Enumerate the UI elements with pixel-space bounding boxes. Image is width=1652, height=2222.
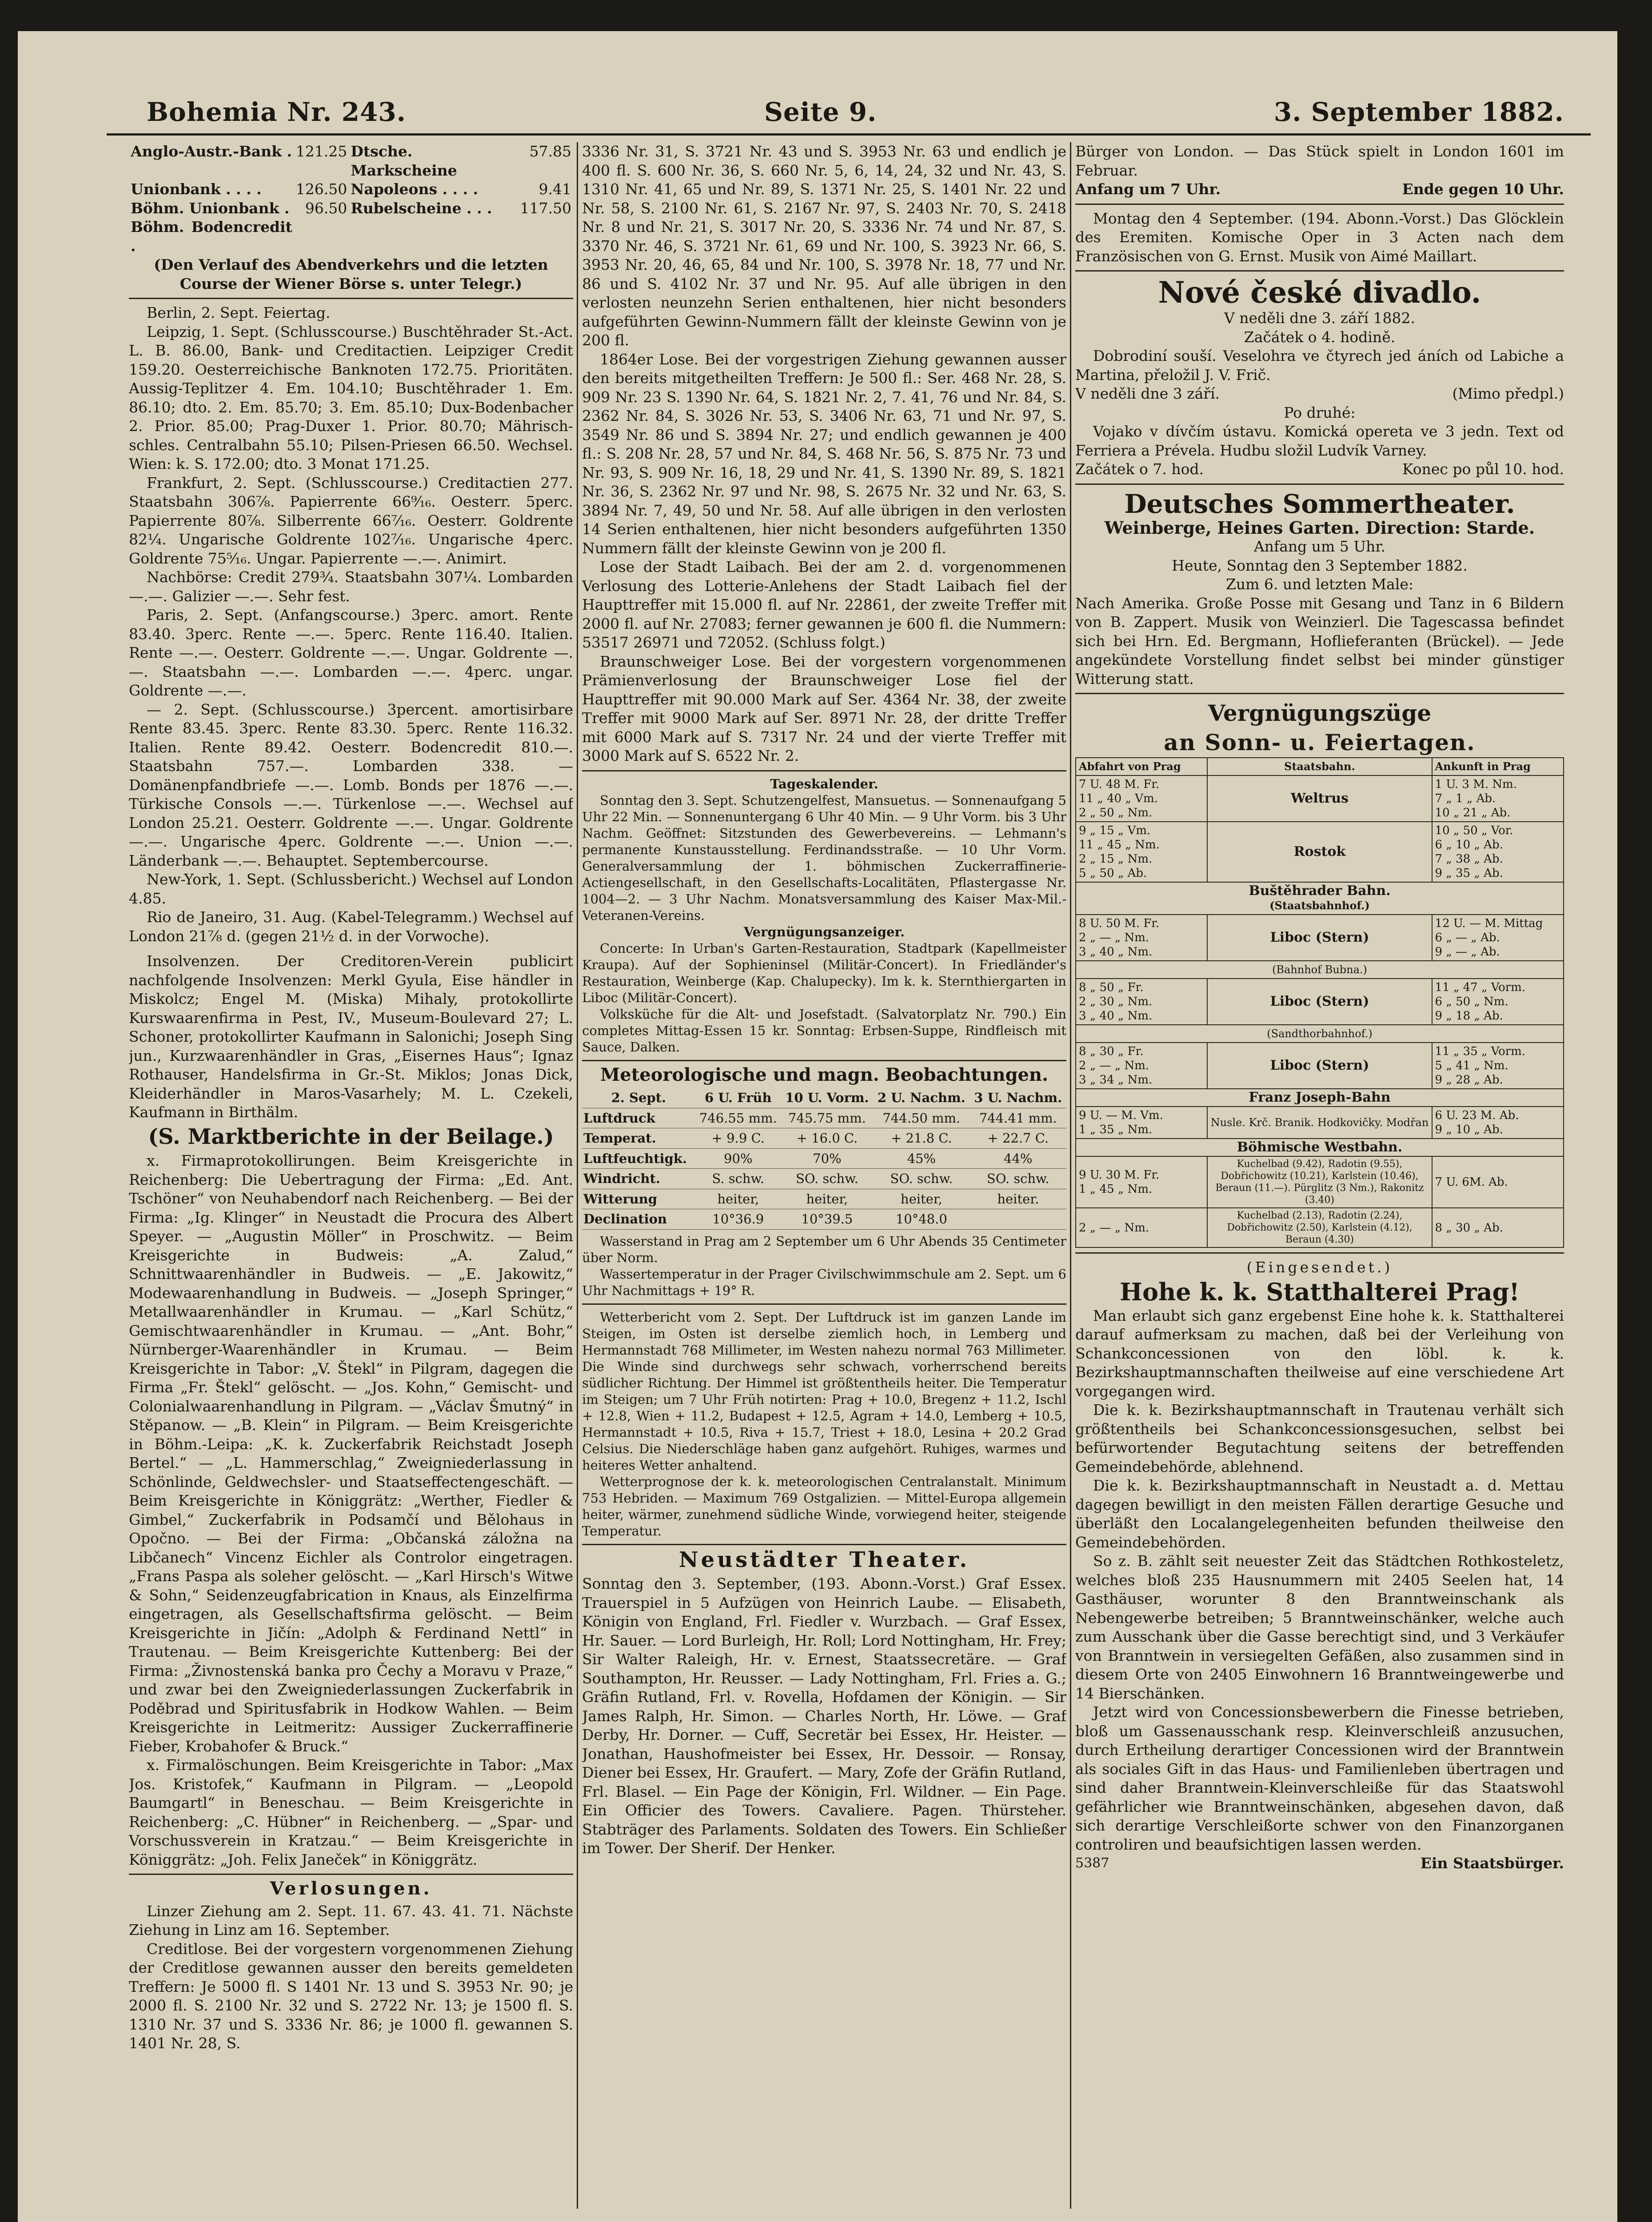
column-header: 6 U. Früh (695, 1088, 781, 1108)
table-cell: Luftdruck (582, 1108, 695, 1128)
table-cell: heiter, (781, 1189, 873, 1209)
page-header (107, 84, 1591, 136)
letter-footer (1075, 1854, 1564, 1873)
start-time: Anfang um 7 Uhr. (1075, 180, 1221, 198)
table-cell: SO. schw. (781, 1169, 873, 1189)
table-cell: Böhm. Bodencredit . (131, 218, 292, 255)
meteorology-heading: Meteorologische und magn. Beobachtungen. (600, 1064, 1048, 1085)
column-header: 2 U. Nachm. (873, 1088, 970, 1108)
departure-times: 8 U. 50 M. Fr. 2 „ — „ Nm. 3 „ 40 „ Nm. (1076, 915, 1207, 961)
table-cell: Napoleons . . . . (351, 180, 478, 198)
arrival-times: 7 U. 6M. Ab. (1432, 1156, 1564, 1208)
table-row (129, 199, 573, 218)
table-row (582, 1169, 1066, 1189)
table-section-row (1076, 1089, 1564, 1107)
table-cell (349, 218, 518, 256)
column-header: 3 U. Nachm. (970, 1088, 1066, 1108)
table-cell: Unionbank . . . . (131, 180, 262, 198)
table-section-row (1076, 961, 1564, 979)
table-row (582, 1128, 1066, 1149)
table-section-row (1076, 882, 1564, 915)
newspaper-issue: Bohemia Nr. 243. (147, 97, 406, 127)
table-row (582, 1189, 1066, 1209)
tageskalender-heading: Tageskalender. (770, 776, 878, 791)
table-cell: 745.75 mm. (781, 1108, 873, 1128)
departure-times: 2 „ — „ Nm. (1076, 1208, 1207, 1247)
letter-paragraph: Jetzt wird von Concessionsbewerbern die Finesse betrieben, bloß um Gassenausschank resp. Kleinverschleiß anzusuchen, durch Ertheilung derartiger Concessionen wird der Branntwein als sociales Gift in das Haus- und Familienleben übertragen und sind daher Branntwein-Kleinverschleiße für das Staatswohl gefährlicher wie Branntweinschänken, abgesehen davon, daß sich derartige Verschleißorte schwer von den Finanzorganen controliren und beaufsichtigen lassen werden. (1075, 1703, 1564, 1853)
railway-title: Buštěhrader Bahn. (1249, 883, 1391, 899)
arrival-times: 6 U. 23 M. Ab. 9 „ 10 „ Ab. (1432, 1107, 1564, 1139)
braunschweig-article: Braunschweiger Lose. Bei der vorgestern vorgenommenen Prämienverlosung der Braunschweiger Lose fiel der Haupttreffer mit 90.000 Mark auf Ser. 4364 Nr. 38, der zweite Treffer mit 9000 Mark auf Ser. 8971 Nr. 28, der dritte Treffer mit 6000 Mark auf S. 7317 Nr. 24 und der vierte Treffer mit 3000 Mark auf S. 6522 Nr. 2. (582, 652, 1066, 764)
table-cell (519, 218, 573, 256)
table-cell: 126.50 (295, 180, 347, 198)
nove-divadlo-heading: Nové české divadlo. (1158, 275, 1481, 310)
table-cell: Dtsche. Markscheine (351, 143, 457, 179)
table-cell: 57.85 (529, 143, 571, 160)
rio-report: Rio de Janeiro, 31. Aug. (Kabel-Telegramm.) Wechsel auf London 21⅞ d. (gegen 21½ d. in der Vorwoche). (129, 908, 573, 945)
newyork-report: New-York, 1. Sept. (Schlussbericht.) Wechsel auf London 4.85. (129, 871, 573, 907)
railway-name: Böhmische Westbahn. (1076, 1139, 1564, 1156)
column-header: Abfahrt von Prag (1076, 758, 1207, 775)
wetterbericht-text: Wetterbericht vom 2. Sept. Der Luftdruck ist im ganzen Lande im Steigen, im Osten ist derselbe ziemlich hoch, in Lemberg und Hermannstadt 768 Millimeter, im Westen nahezu normal 763 Millimeter. Die Winde sind durchwegs sehr schwach, vorherrschend bereits südlicher Richtung. Der Himmel ist größtentheils heiter. Die Temperatur im Steigen; um 7 Uhr Früh notirten: Prag + 10.0, Bregenz + 11.2, Ischl + 12.8, Wien + 11.2, Budapest + 12.5, Agram + 14.0, Lemberg + 10.5, Hermannstadt + 10.5, Riva + 15.7, Triest + 18.0, Lesina + 20.2 Grad Celsius. Die Niederschläge haben ganz aufgehört. Ruhiges, warmes und heiteres Wetter anhaltend. (582, 1309, 1066, 1473)
arrival-times: 12 U. — M. Mittag 6 „ — „ Ab. 9 „ — „ Ab. (1432, 915, 1564, 961)
column-header: 10 U. Vorm. (781, 1088, 873, 1108)
column-header: Staatsbahn. (1207, 758, 1432, 775)
table-row (1076, 822, 1564, 882)
sommertheater-start: Anfang um 5 Uhr. (1253, 538, 1386, 555)
nove-note: (Mimo předpl.) (1452, 385, 1564, 402)
table-row (1076, 1156, 1564, 1208)
divider (1075, 484, 1564, 485)
arrival-times: 1 U. 3 M. Nm. 7 „ 1 „ Ab. 10 „ 21 „ Ab. (1432, 775, 1564, 822)
departure-times: 9 U. — M. Vm. 1 „ 35 „ Nm. (1076, 1107, 1207, 1139)
letter-paragraph: Man erlaubt sich ganz ergebenst Eine hohe k. k. Statthalterei darauf aufmerksam zu machen, daß bei der Verleihung von Schankconcessionen von den löbl. k. k. Bezirkshauptmannschaften theilweise auf eine verschiedene Art vorgegangen wird. (1075, 1307, 1564, 1400)
railway-name: Franz Joseph-Bahn (1076, 1089, 1564, 1107)
divider (582, 1303, 1066, 1305)
nove-start-time: Začátek o 7. hod. (1075, 460, 1204, 478)
paris-report: Paris, 2. Sept. (Anfangscourse.) 3perc. amort. Rente 83.40. 3perc. Rente —.—. 5perc. Rente 116.40. Italien. Rente —.—. Oesterr. Goldrente —.—. Ungar. Goldrente —.—. Staatsbahn —.—. Lombarden —.—. 4perc. ungar. Goldrente —.—. (129, 606, 573, 699)
letter-paragraph: So z. B. zählt seit neuester Zeit das Städtchen Rothkosteletz, welches bloß 235 Hausnummern mit 2405 Seelen hat, 14 Gasthäuser, worunter 8 den Branntweinschank als Nebengewerbe betreiben; 5 Branntweinschänker, welche auch zum Ausschank über die Gasse berechtigt sind, und 3 Verkäufer von Branntwein in versiegelten Gefäßen, also zusammen sind in diesem Orte von 2405 Einwohnern 16 Branntweingewerbe und 14 Bierschänken. (1075, 1552, 1564, 1702)
table-row (1076, 1043, 1564, 1089)
nove-play-1: Dobrodiní souší. Veselohra ve čtyrech jed áních od Labiche a Martina, přeložil J. V. Frič. (1075, 347, 1564, 384)
table-row (582, 1148, 1066, 1169)
sommertheater-text: Nach Amerika. Große Posse mit Gesang und Tanz in 6 Bildern von B. Zappert. Musik von Weinzierl. Die Tagescassa befindet sich bei Hrn. Ed. Bergmann, Hoflieferanten (Brückel). — Jede angekündete Vorstellung findet selbst bei minder günstiger Witterung statt. (1075, 594, 1564, 687)
table-cell: Windricht. (582, 1169, 695, 1189)
table-cell: 45% (873, 1148, 970, 1169)
destination: Kuchelbad (2.13), Radotin (2.24), Dobřichowitz (2.50), Karlstein (4.12), Beraun (4.30) (1207, 1208, 1432, 1247)
departure-times: 8 „ 50 „ Fr. 2 „ 30 „ Nm. 3 „ 40 „ Nm. (1076, 979, 1207, 1025)
table-section-row (1076, 1139, 1564, 1156)
table-cell: heiter, (873, 1189, 970, 1209)
table-cell: 117.50 (520, 199, 571, 217)
table-cell: Temperat. (582, 1128, 695, 1149)
exchange-table (129, 142, 573, 256)
table-cell: 90% (695, 1148, 781, 1169)
statthalterei-heading: Hohe k. k. Statthalterei Prag! (1120, 1277, 1520, 1306)
train-table (1075, 757, 1564, 1248)
loeschungen-article: x. Firmalöschungen. Beim Kreisgerichte in Tabor: „Max Jos. Kristofek,“ Kaufmann in Pilgram. — „Leopold Baumgartl“ in Beneschau. — Beim Kreisgerichte in Reichenberg: „C. Hübner“ in Reichenberg. — „Spar- und Vorschussverein in Kratzau.“ — Beim Kreisgerichte in Königgrätz: „Joh. Felix Janeček“ in Königgrätz. (129, 1756, 573, 1868)
page-number: Seite 9. (764, 97, 877, 127)
destination: Liboc (Stern) (1207, 979, 1432, 1025)
table-cell: S. schw. (695, 1169, 781, 1189)
table-cell: heiter, (695, 1189, 781, 1209)
volkskueche-text: Volksküche für die Alt- und Josefstadt. (Salvatorplatz Nr. 790.) Ein completes Mittag-Essen 15 kr. Sonntag: Erbsen-Suppe, Rindfleisch mit Sauce, Dalken. (582, 1006, 1066, 1055)
meteorology-table (582, 1088, 1066, 1230)
table-cell: 10°39.5 (781, 1209, 873, 1230)
lose-continued: 3336 Nr. 31, S. 3721 Nr. 43 und S. 3953 Nr. 63 und endlich je 400 fl. S. 600 Nr. 36, S. 660 Nr. 5, 6, 14, 24, 32 und Nr. 43, S. 1310 Nr. 41, 65 und Nr. 89, S. 1371 Nr. 25, S. 1401 Nr. 22 und Nr. 58, S. 2100 Nr. 61, S. 2167 Nr. 97, S. 2403 Nr. 70, S. 2418 Nr. 8 und Nr. 21, S. 3017 Nr. 20, S. 3336 Nr. 74 und Nr. 87, S. 3370 Nr. 46, S. 3721 Nr. 61, 69 und Nr. 100, S. 3923 Nr. 66, S. 3953 Nr. 20, 46, 65, 84 und Nr. 100, S. 3978 Nr. 18, 77 und Nr. 86 und S. 4102 Nr. 37 und Nr. 95. Auf alle übrigen in den verlosten neunzehn Serien enthaltenen, hier nicht besonders aufgeführten Gewinn-Nummern fällt der kleinste Gewinn von je 200 fl. (582, 143, 1066, 349)
ad-number: 5387 (1075, 1855, 1109, 1871)
paris-close-report: — 2. Sept. (Schlusscourse.) 3percent. amortisirbare Rente 83.45. 3perc. Rente 83.30. 5perc. Rente 116.32. Italien. Rente 89.42. Oesterr. Bodencredit 810.—. Staatsbahn 757.—. Lombarden 338. — Domänenpfandbriefe —.—. Lomb. Bonds per 1876 —.—. Türkische Consols —.—. Türkenlose —.—. Wechsel auf London 25.21. Oesterr. Goldrente —.—. Ungar. Goldrente —.—. Ungarische 4perc. Goldrente —.—. Union —.—. Länderbank —.—. Behauptet. Septembercourse. (129, 700, 573, 869)
divider (582, 770, 1066, 771)
divider (582, 1060, 1066, 1061)
station-name: (Bahnhof Bubna.) (1076, 961, 1564, 979)
table-cell: Böhm. Unionbank . (131, 199, 290, 217)
markt-heading: (S. Marktberichte in der Beilage.) (148, 1124, 554, 1149)
vergnuegungszuege-heading: Vergnügungszüge (1208, 700, 1432, 726)
table-cell: SO. schw. (873, 1169, 970, 1189)
destination: Weltrus (1207, 775, 1432, 822)
divider (1075, 1252, 1564, 1254)
nove-times (1075, 460, 1564, 479)
column-header: Ankunft in Prag (1432, 758, 1564, 775)
table-cell: SO. schw. (970, 1169, 1066, 1189)
table-cell: 744.50 mm. (873, 1108, 970, 1128)
table-header-row (1076, 758, 1564, 775)
sommertheater-date: Heute, Sonntag den 3 September 1882. (1172, 556, 1468, 574)
divider (129, 298, 573, 299)
divider (582, 1544, 1066, 1545)
table-row (1076, 775, 1564, 822)
vergnuegung-text: Concerte: In Urban's Garten-Restauration, Stadtpark (Kapellmeister Kraupa). Auf der Sophieninsel (Militär-Concert). In Friedländer's Restauration, Weinberge (Kap. Chalupecky). Im k. k. Sternthiergarten in Liboc (Militär-Concert). (582, 940, 1066, 1005)
column-3 (1075, 142, 1564, 2209)
lose-1864-article: 1864er Lose. Bei der vorgestrigen Ziehung gewannen ausser den bereits mitgetheilten Treffern: Je 500 fl.: Ser. 468 Nr. 28, S. 909 Nr. 23 S. 1390 Nr. 64, S. 1821 Nr. 2, 7. 41, 76 und Nr. 84, S. 2362 Nr. 84, S. 3026 Nr. 53, S. 3406 Nr. 63, 71 und Nr. 97, S. 3549 Nr. 86 und S. 3894 Nr. 27; und endlich gewannen je 400 fl.: S. 208 Nr. 28, 57 und Nr. 84, S. 468 Nr. 56, S. 875 Nr. 73 und Nr. 93, S. 909 Nr. 16, 18, 29 und Nr. 41, S. 1390 Nr. 89, S. 1821 Nr. 36, S. 2362 Nr. 97 und Nr. 98, S. 2675 Nr. 32 und Nr. 63, S. 3894 Nr. 7, 49, 50 und Nr. 58. Auf alle übrigen in den verlosten 14 Serien enthaltenen, hier nicht besonders aufgeführten 1350 Nummern fällt der kleinste Gewinn von je 200 fl. (582, 350, 1066, 557)
destination: Liboc (Stern) (1207, 915, 1432, 961)
table-cell: 44% (970, 1148, 1066, 1169)
nove-date: V neděli dne 3. září 1882. (1224, 309, 1416, 327)
arrival-times: 8 „ 30 „ Ab. (1432, 1208, 1564, 1247)
wassertemp-text: Wassertemperatur in der Prager Civilschwimmschule am 2. Sept. um 6 Uhr Nachmittags + 19° R. (582, 1266, 1066, 1298)
table-cell: + 16.0 C. (781, 1128, 873, 1149)
table-cell: 70% (781, 1148, 873, 1169)
laibach-article: Lose der Stadt Laibach. Bei der am 2. d. vorgenommenen Verlosung des Lotterie-Anlehens der Stadt Laibach fiel der Haupttreffer mit 15.000 fl. auf Nr. 22861, der zweite Treffer mit 2000 fl. auf Nr. 27083; ferner gewannen je 600 fl. die Nummern: 53517 26971 und 72052. (Schluss folgt.) (582, 558, 1066, 651)
table-row (582, 1209, 1066, 1230)
leipzig-report: Leipzig, 1. Sept. (Schlusscourse.) Buschtěhrader St.-Act. L. B. 86.00, Bank- und Creditactien. Leipziger Credit 159.20. Oesterreichische Banknoten 172.75. Prioritäten. Aussig-Teplitzer 4. Em. 104.10; Buschtěhrader 1. Em. 86.10; dto. 2. Em. 85.70; 3. Em. 85.10; Dux-Bodenbacher 2. Prior. 85.00; Prag-Duxer 1. Prior. 80.70; Mährisch-schles. Centralbahn 55.10; Pilsen-Priesen 66.50. Wechsel. Wien: k. S. 172.00; dto. 3 Monat 171.25. (129, 323, 573, 472)
nove-date-2 (1075, 384, 1564, 404)
station-name: (Sandthorbahnhof.) (1076, 1025, 1564, 1043)
abend-note: (Den Verlauf des Abendverkehrs und die letzten Course der Wiener Börse s. unter Telegr.) (154, 256, 548, 292)
divider (1075, 204, 1564, 205)
table-cell: + 9.9 C. (695, 1128, 781, 1149)
sommertheater-subheading: Weinberge, Heines Garten. Direction: Starde. (1104, 517, 1535, 538)
departure-times: 9 „ 15 „ Vm. 11 „ 45 „ Nm. 2 „ 15 „ Nm. 5 „ 50 „ Ab. (1076, 822, 1207, 882)
nove-second: Po druhé: (1284, 404, 1356, 421)
letter-signature: Ein Staatsbürger. (1420, 1854, 1564, 1872)
table-cell: 9.41 (539, 180, 571, 198)
departure-times: 8 „ 30 „ Fr. 2 „ — „ Nm. 3 „ 34 „ Nm. (1076, 1043, 1207, 1089)
table-cell: Anglo-Austr.-Bank . (131, 143, 292, 160)
nove-play-2: Vojako v dívčím ústavu. Komická opereta ve 3 jedn. Text od Ferriera a Prévela. Hudbu složil Ludvík Varney. (1075, 423, 1564, 459)
column-header: 2. Sept. (582, 1088, 695, 1108)
vergnuegung-heading: Vergnügungsanzeiger. (743, 924, 905, 939)
table-row (1076, 1208, 1564, 1247)
departure-times: 7 U. 48 M. Fr. 11 „ 40 „ Vm. 2 „ 50 „ Nm. (1076, 775, 1207, 822)
arrival-times: 10 „ 50 „ Vor. 6 „ 10 „ Ab. 7 „ 38 „ Ab. 9 „ 35 „ Ab. (1432, 822, 1564, 882)
nove-end-time: Konec po půl 10. hod. (1402, 460, 1564, 478)
wetterprognose-text: Wetterprognose der k. k. meteorologischen Centralanstalt. Minimum 753 Hebriden. — Maximum 769 Ostgalizien. — Mittel-Europa allgemein heiter, wärmer, zunehmend südliche Winde, vorwiegend heiter, steigende Temperatur. (582, 1474, 1066, 1539)
table-cell: + 21.8 C. (873, 1128, 970, 1149)
destination: Liboc (Stern) (1207, 1043, 1432, 1089)
column-1 (129, 142, 573, 2209)
column-rule (577, 142, 578, 2209)
table-cell (294, 218, 349, 256)
divider (1075, 270, 1564, 272)
verlosungen-heading: Verlosungen. (270, 1878, 432, 1899)
railway-name (1076, 882, 1564, 915)
sommertheater-heading: Deutsches Sommertheater. (1124, 488, 1515, 519)
montag-program: Montag den 4 September. (194. Abonn.-Vorst.) Das Glöcklein des Eremiten. Komische Oper in 3 Acten nach dem Französischen von G. Ernst. Musik von Aimé Maillart. (1075, 209, 1564, 265)
linzer-article: Linzer Ziehung am 2. Sept. 11. 67. 43. 41. 71. Nächste Ziehung in Linz am 16. September. (129, 1902, 573, 1938)
table-row (129, 218, 573, 256)
table-cell (970, 1209, 1066, 1230)
table-section-row (1076, 1025, 1564, 1043)
table-cell: 744.41 mm. (970, 1108, 1066, 1128)
destination: Rostok (1207, 822, 1432, 882)
station-name: (Staatsbahnhof.) (1269, 899, 1370, 912)
berlin-report: Berlin, 2. Sept. Feiertag. (147, 304, 331, 321)
issue-date: 3. September 1882. (1274, 97, 1564, 127)
table-row (1076, 979, 1564, 1025)
theater-heading: Neustädter Theater. (678, 1547, 970, 1572)
table-cell: 746.55 mm. (695, 1108, 781, 1128)
sommertheater-note: Zum 6. und letzten Male: (1226, 575, 1413, 593)
divider (129, 1874, 573, 1875)
table-row (1076, 915, 1564, 961)
table-header-row (582, 1088, 1066, 1108)
destination: Kuchelbad (9.42), Radotin (9.55), Dobřichowitz (10.21), Karlstein (10.46), Beraun (11.—). Pürglitz (3 Nm.), Rakonitz (3.40) (1207, 1156, 1432, 1208)
table-cell: Declination (582, 1209, 695, 1230)
letter-paragraph: Die k. k. Bezirkshauptmannschaft in Trautenau verhält sich größtentheils bei Schankconcessionsgesuchen, selbst bei befürwortender Begutachtung seitens der betreffenden Gemeindebehörde, ablehnend. (1075, 1401, 1564, 1475)
table-row (129, 142, 573, 180)
table-row (582, 1108, 1066, 1128)
nachboerse-report: Nachbörse: Credit 279³⁄₄. Staatsbahn 307¹⁄₄. Lombarden —.—. Galizier —.—. Sehr fest. (129, 568, 573, 605)
departure-times: 9 U. 30 M. Fr. 1 „ 45 „ Nm. (1076, 1156, 1207, 1208)
theater-continued: Bürger von London. — Das Stück spielt in London 1601 im Februar. (1075, 143, 1564, 179)
table-cell: Witterung (582, 1189, 695, 1209)
table-cell: 10°36.9 (695, 1209, 781, 1230)
table-cell: 121.25 (295, 143, 347, 160)
column-2 (582, 142, 1066, 2209)
firmen-article: x. Firmaprotokollirungen. Beim Kreisgerichte in Reichenberg: Die Uebertragung der Firma: „Ed. Ant. Tschöner“ von Neuhabendorf nach Reichenberg. — Bei der Firma: „Ig. Klinger“ in Neustadt die Procura des Albert Speyer. — „Augustin Möller“ in Proschwitz. — Beim Kreisgerichte in Budweis: „A. Zalud,“ Schnittwaarenhändler in Budweis. — „E. Jakowitz,“ Modewaarenhandlung in Budweis. — „Joseph Springer,“ Metallwaarenhändler in Krumau. — „Karl Schütz,“ Gemischtwaarenhändler in Krumau. — „Ant. Bohr,“ Nürnberger-Waarenhändler in Krumau. — Beim Kreisgerichte in Tabor: „V. Štekl“ in Pilgram, dagegen die Firma „Fr. Štekl“ gelöscht. — „Jos. Kohn,“ Gemischt- und Colonialwaarenhandlung in Pilgram. — „Václav Šmutný“ in Stěpanow. — „B. Klein“ in Pilgram. — Beim Kreisgerichte in Böhm.-Leipa: „K. k. Zuckerfabrik Reichstadt Joseph Bertel.“ — „L. Hammerschlag,“ Zweigniederlassung in Schönlinde, Geldwechsler- und Staatseffectengeschäft. — Beim Kreisgerichte in Königgrätz: „Werther, Fiedler & Gimbel,“ Zuckerfabrik in Podsamčí und Bělohaus in Opočno. — Bei der Firma: „Občanská záložna na Libčanech“ Vincenz Eichler als Controlor eingetragen. „Frans Paspa als soleher gelöscht. — „Karl Hirsch's Witwe & Sohn,“ Seidenzeugfabrication in Knaus, als Einzelfirma eingetragen, als Gesellschaftsfirma gelöscht. — Beim Kreisgerichte in Jičín: „Adolph & Ferdinand Nettl“ in Trautenau. — Beim Kreisgerichte Kuttenberg: Bei der Firma: „Živnostenská banka pro Čechy a Moravu v Praze,“ und zwar bei den Zweigniederlassungen Zuckerfabrik in Poděbrad und Spiritusfabrik in Hodkow Wahlen. — Beim Kreisgerichte in Leitmeritz: Aussiger Zuckerraffinerie Fieber, Krobahofer & Bruck.“ (129, 1152, 573, 1755)
table-cell: heiter. (970, 1189, 1066, 1209)
destination: Nusle. Krč. Branik. Hodkovičky. Modřan (1207, 1107, 1432, 1139)
nove-start: Začátek o 4. hodině. (1244, 328, 1396, 346)
end-time: Ende gegen 10 Uhr. (1402, 180, 1564, 198)
theater-text: Sonntag den 3. September, (193. Abonn.-Vorst.) Graf Essex. Trauerspiel in 5 Aufzügen von Heinrich Laube. — Elisabeth, Königin von England, Frl. Fiedler v. Wurzbach. — Graf Essex, Hr. Sauer. — Lord Burleigh, Hr. Roll; Lord Nottingham, Hr. Frey; Sir Walter Raleigh, Hr. v. Ernest, Staatssecretäre. — Graf Southampton, Hr. Reusser. — Lady Nottingham, Frl. Fries a. G.; Gräfin Rutland, Frl. v. Rovella, Hofdamen der Königin. — Sir James Ralph, Hr. Simon. — Charles North, Hr. Löwe. — Graf Derby, Hr. Dorner. — Cuff, Secretär bei Essex, Hr. Heister. — Jonathan, Haushofmeister bei Essex, Hr. Dessoir. — Ronsay, Diener bei Essex, Hr. Graufert. — Mary, Zofe der Gräfin Rutland, Frl. Blasel. — Ein Page der Königin, Frl. Wildner. — Ein Page. Ein Officier des Towers. Cavaliere. Pagen. Thürsteher. Stabträger des Parlaments. Soldaten des Towers. Ein Schließer im Tower. Der Sherif. Der Henker. (582, 1575, 1066, 1857)
table-cell: Rubelscheine . . . (351, 199, 492, 217)
eingesendet-heading: (Eingesendet.) (1246, 1259, 1393, 1276)
creditlose-article: Creditlose. Bei der vorgestern vorgenommenen Ziehung der Creditlose gewannen ausser den bereits gemeldeten Treffern: Je 5000 fl. S 1401 Nr. 13 und S. 3953 Nr. 90; je 2000 fl. S. 2100 Nr. 32 und S. 2722 Nr. 13; je 1500 fl. S. 1310 Nr. 37 und S. 3336 Nr. 86; je 1000 fl. gewannen S. 1401 Nr. 28, S. (129, 1940, 573, 2052)
letter-paragraph: Die k. k. Bezirkshauptmannschaft in Neustadt a. d. Mettau dagegen bewilligt in den meisten Fällen derartige Gesuche und überläßt den Localangelegenheiten befunden theilweise den Gemeindebehörden. (1075, 1477, 1564, 1551)
table-cell: Luftfeuchtigk. (582, 1148, 695, 1169)
vergnuegungszuege-subheading: an Sonn- u. Feiertagen. (1164, 729, 1476, 755)
frankfurt-report: Frankfurt, 2. Sept. (Schlusscourse.) Creditactien 277. Staatsbahn 306⅞. Papierrente 66⁹⁄₁₆. Oesterr. 5perc. Papierrente 80⁷⁄₈. Silberrente 66⁷⁄₁₆. Oesterr. Goldrente 82¹⁄₄. Ungarische Goldrente 102⁷⁄₁₆. Ungarische 4perc. Goldrente 75⁵⁄₁₆. Ungar. Papierrente —.—. Animirt. (129, 474, 573, 567)
table-row (129, 180, 573, 199)
table-cell: 96.50 (305, 199, 347, 217)
arrival-times: 11 „ 35 „ Vorm. 5 „ 41 „ Nm. 9 „ 28 „ Ab. (1432, 1043, 1564, 1089)
wasserstand-text: Wasserstand in Prag am 2 September um 6 Uhr Abends 35 Centimeter über Norm. (582, 1233, 1066, 1265)
divider (1075, 693, 1564, 694)
insolvenzen-article: Insolvenzen. Der Creditoren-Verein publicirt nachfolgende Insolvenzen: Merkl Gyula, Eise händler in Miskolcz; Engel M. (Miska) Mihaly, protokollirte Kurswaarenfirma in Pest, IV., Museum-Boulevard 27; L. Schoner, protokollirter Kaufmann in Salonichi; Joseph Sing jun., Kurzwaarenhändler in Gras, „Eisernes Haus“; Ignaz Rothauser, Handelsfirma in Gr.-St. Miklos; Jonas Dick, Kleiderhändler in Maros-Vasarhely; M. L. Czekeli, Kaufmann in Birthälm. (129, 952, 573, 1121)
nove-date-label: V neděli dne 3 září. (1075, 385, 1220, 402)
tageskalender-text: Sonntag den 3. Sept. Schutzengelfest, Mansuetus. — Sonnenaufgang 5 Uhr 22 Min. — Sonnenuntergang 6 Uhr 40 Min. — 9 Uhr Vorm. bis 3 Uhr Nachm. Geöffnet: Sitzstunden des Gewerbevereins. — Lehmann's permanente Kunstausstellung. Ferdinandsstraße. — 10 Uhr Vorm. Generalversammlung der 1. böhmischen Zuckerraffinerie-Actiengesellschaft, in den Gesellschafts-Localitäten, Pflastergasse Nr. 1004—2. — 3 Uhr Nachm. Monatsversammlung des Kaiser Max-Mil.-Veteranen-Vereins. (582, 792, 1066, 923)
theater-times (1075, 180, 1564, 199)
newspaper-page (18, 31, 1617, 2222)
table-cell: + 22.7 C. (970, 1128, 1066, 1149)
table-cell: 10°48.0 (873, 1209, 970, 1230)
table-row (1076, 1107, 1564, 1139)
arrival-times: 11 „ 47 „ Vorm. 6 „ 50 „ Nm. 9 „ 18 „ Ab. (1432, 979, 1564, 1025)
column-rule (1070, 142, 1071, 2209)
